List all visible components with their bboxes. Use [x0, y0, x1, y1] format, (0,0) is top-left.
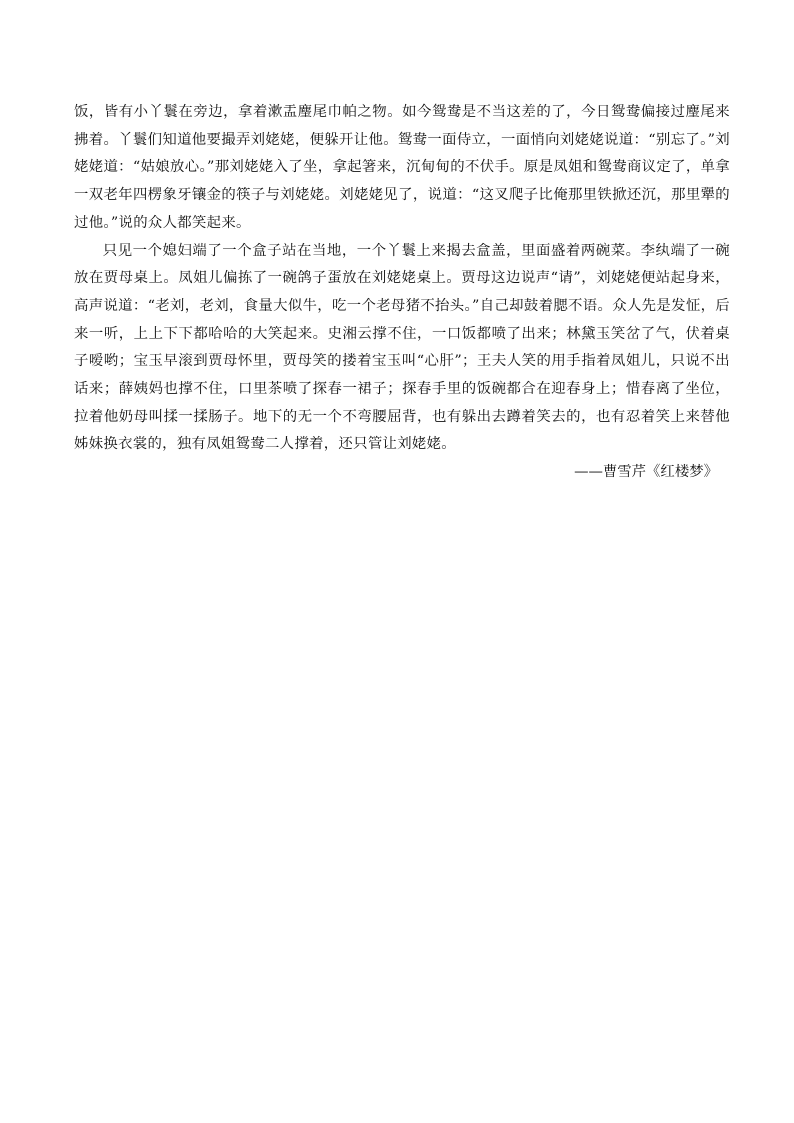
document-page	[74, 99, 730, 487]
attribution: ——曹雪芹《红楼梦》	[574, 464, 718, 481]
paragraph-1: 饭，皆有小丫鬟在旁边，拿着漱盂麈尾巾帕之物。如今鸳鸯是不当这差的了，今日鸳鸯偏接过麈尾来拂着。丫鬟们知道他要撮弄刘姥姥，便躲开让他。鸳鸯一面侍立，一面悄向刘姥姥说道：“别忘了。”刘姥姥道：“姑娘放心。”那刘姥姥入了坐，拿起箸来，沉甸甸的不伏手。原是凤姐和鸳鸯商议定了，单拿一双老年四楞象牙镶金的筷子与刘姥姥。刘姥姥见了，说道：“这叉爬子比俺那里铁掀还沉，那里犟的过他。”说的众人都笑起来。	[74, 104, 730, 231]
paragraph-2: 只见一个媳妇端了一个盒子站在当地，一个丫鬟上来揭去盒盖，里面盛着两碗菜。李纨端了一碗放在贾母桌上。凤姐儿偏拣了一碗鸽子蛋放在刘姥姥桌上。贾母这边说声“请”，刘姥姥便站起身来，高声说道：“老刘，老刘，食量大似牛，吃一个老母猪不抬头。”自己却鼓着腮不语。众人先是发怔，后来一听，上上下下都哈哈的大笑起来。史湘云撑不住，一口饭都喷了出来；林黛玉笑岔了气，伏着桌子嗳哟；宝玉早滚到贾母怀里，贾母笑的搂着宝玉叫“心肝”；王夫人笑的用手指着凤姐儿，只说不出话来；薛姨妈也撑不住，口里茶喷了探春一裙子；探春手里的饭碗都合在迎春身上；惜春离了坐位，拉着他奶母叫揉一揉肠子。地下的无一个不弯腰屈背，也有躲出去蹲着笑去的，也有忍着笑上来替他姊妹换衣裳的，独有凤姐鸳鸯二人撑着，还只管让刘姥姥。	[74, 242, 730, 453]
